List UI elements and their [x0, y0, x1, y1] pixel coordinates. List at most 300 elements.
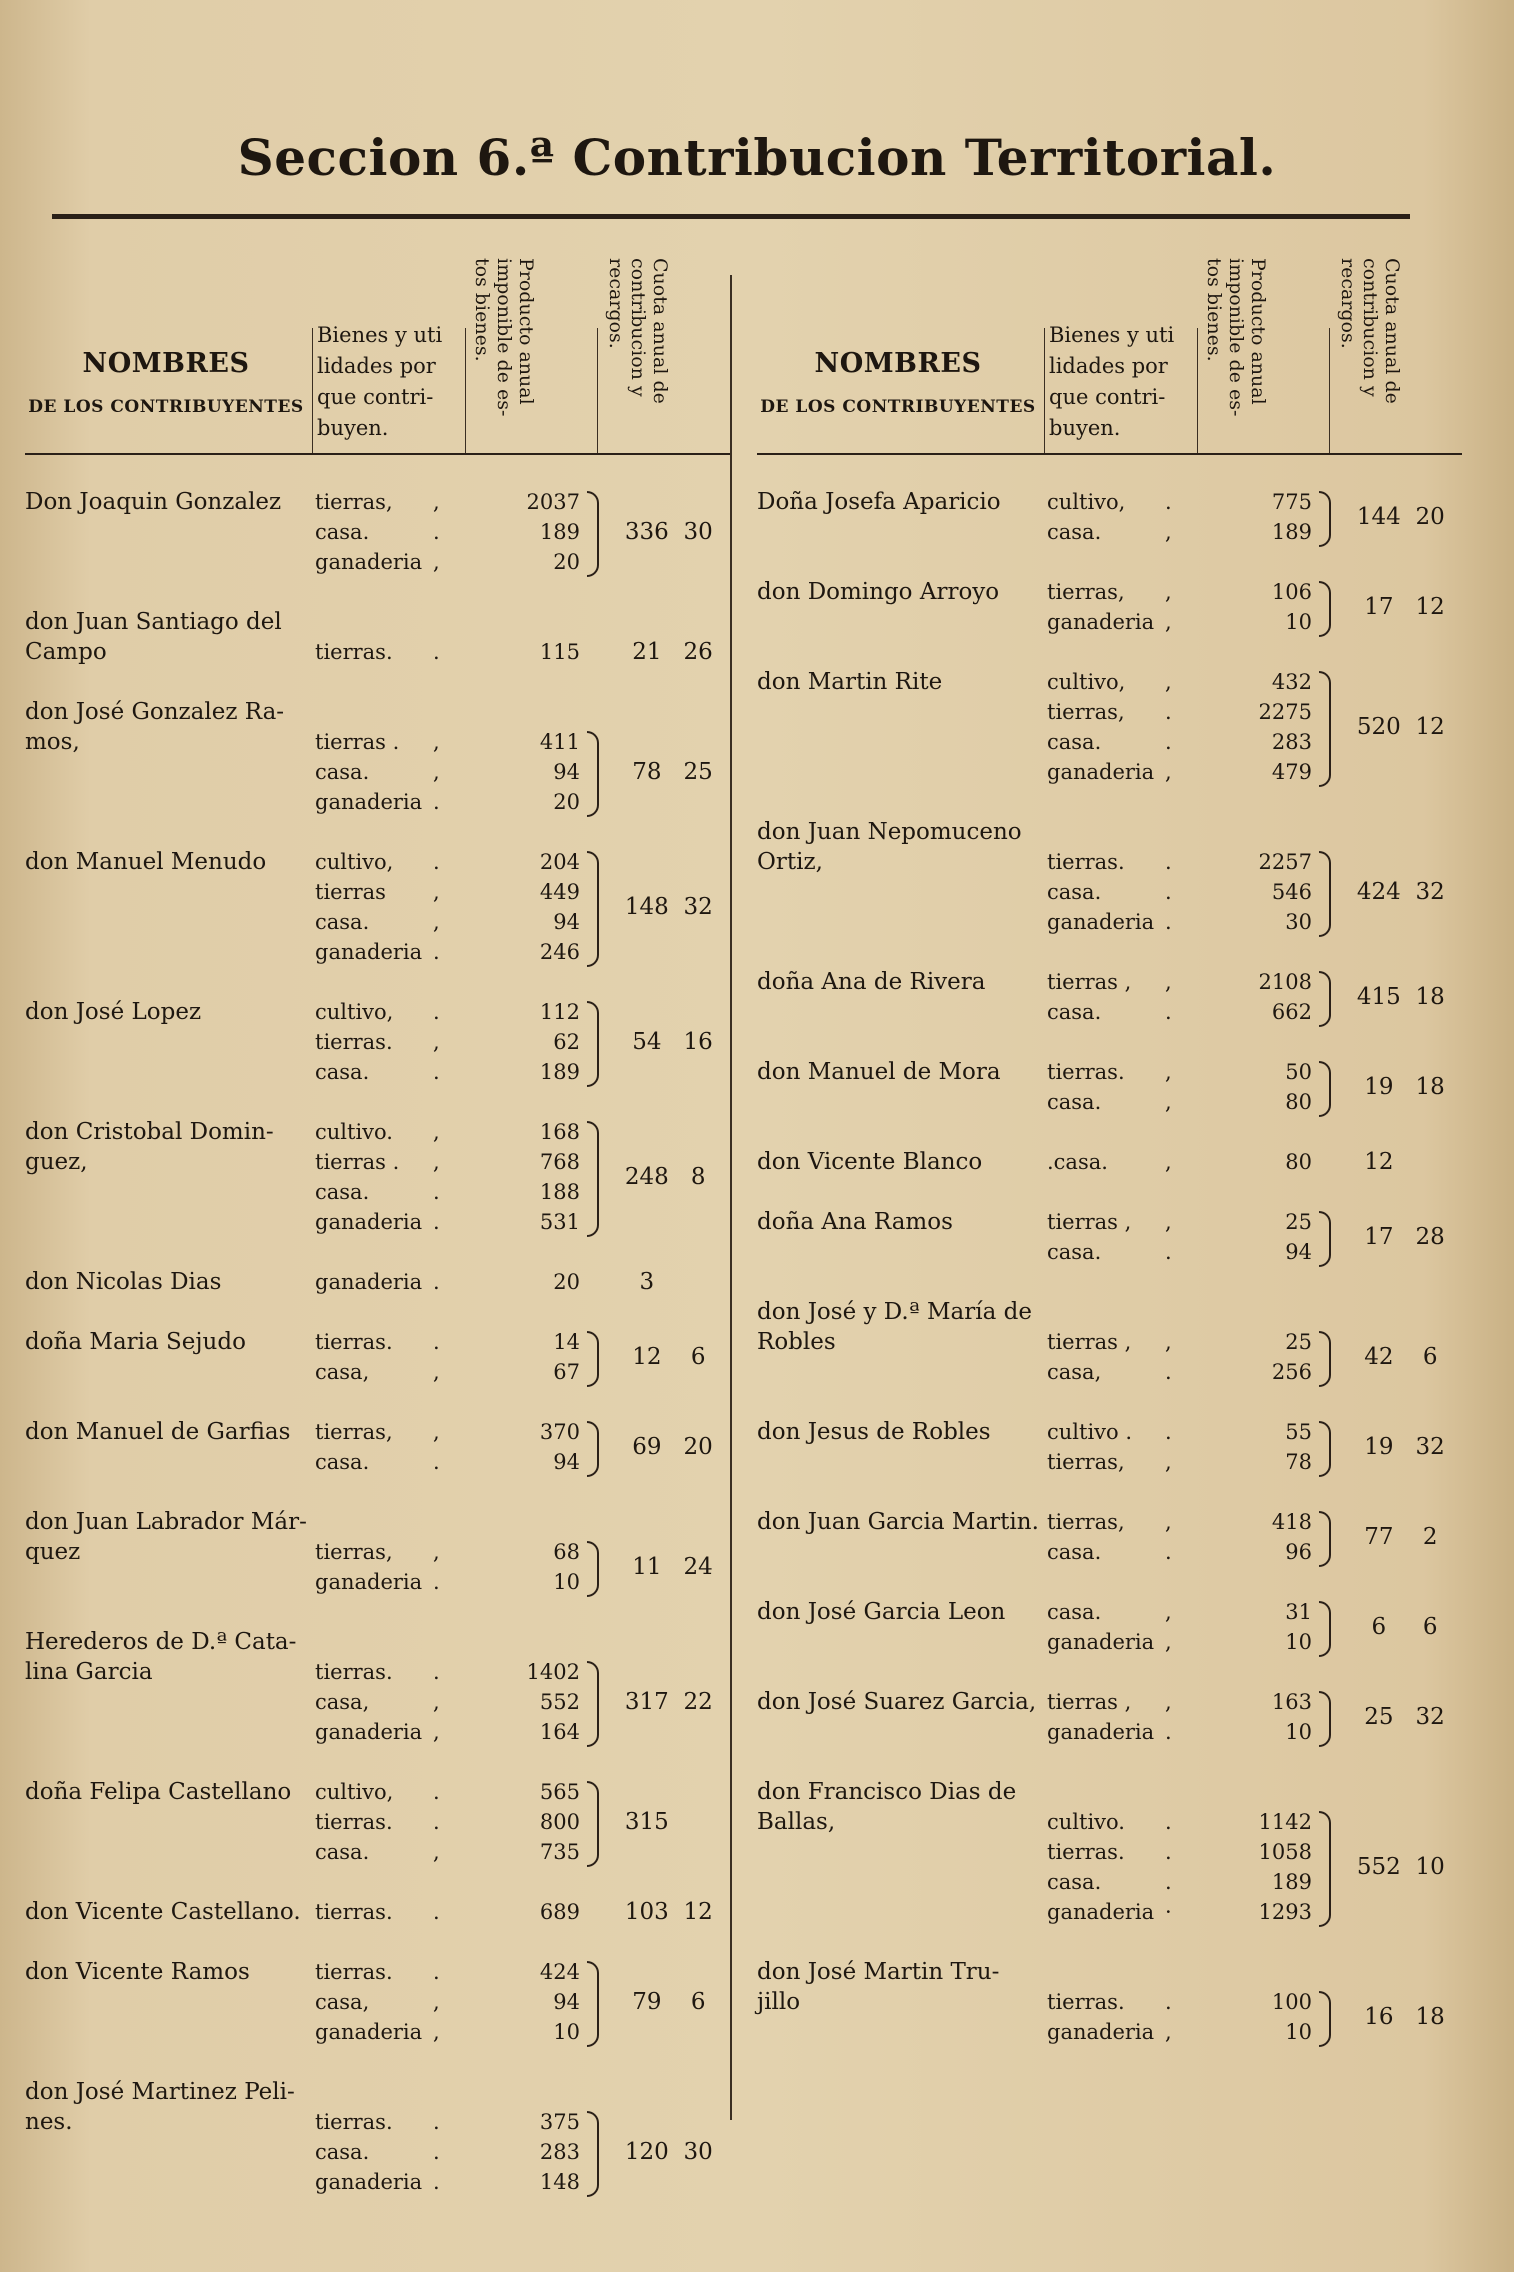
contributor-name [757, 577, 1042, 607]
quota-maravedis: 20 [683, 1434, 713, 1460]
holding-value: 164 [539, 1720, 580, 1744]
contributor-name-line: Ballas, [757, 1809, 836, 1835]
holding-row [315, 487, 730, 517]
holdings [315, 1507, 730, 1597]
holdings [1047, 667, 1462, 787]
contributor-entry [757, 1057, 1462, 1117]
leader-mark: . [1165, 1000, 1172, 1024]
holdings [315, 2077, 730, 2197]
holding-value: 662 [1271, 1000, 1312, 1024]
contributor-name [757, 1687, 1042, 1717]
contributor-name-line: lina Garcia [25, 1659, 153, 1685]
leader-mark: . [433, 1210, 440, 1234]
quota-reales: 12 [1364, 1149, 1394, 1175]
quota-maravedis: 6 [690, 1344, 706, 1370]
contributor-entry [757, 577, 1462, 637]
holdings [1047, 1507, 1462, 1567]
leader-mark: , [433, 1120, 440, 1144]
holding-type: tierras. [1047, 1990, 1125, 2014]
contributor-name [25, 1117, 310, 1177]
leader-mark: . [1165, 730, 1172, 754]
contributor-entry [25, 1267, 730, 1297]
leader-mark: , [1165, 580, 1172, 604]
contributor-entry [25, 487, 730, 577]
quota-reales: 317 [624, 1689, 669, 1715]
holding-value: 10 [553, 1570, 580, 1594]
contributor-name [757, 1777, 1042, 1837]
holding-value: 10 [1285, 1720, 1312, 1744]
leader-mark: , [1165, 1690, 1172, 1714]
quota-maravedis: 18 [1415, 984, 1445, 1010]
holding-type: tierras. [315, 1030, 393, 1054]
nombres-label: NOMBRES [814, 348, 982, 379]
holding-type: ganaderia [315, 1720, 423, 1744]
holding-row [315, 1117, 730, 1147]
contributor-name-line: Campo [25, 639, 107, 665]
holding-row [1047, 667, 1462, 697]
holding-type: tierras [315, 880, 386, 904]
holding-value: 20 [553, 790, 580, 814]
leader-mark: , [1165, 520, 1172, 544]
annual-quota [615, 1687, 730, 1717]
holding-value: 10 [1285, 1630, 1312, 1654]
holding-type: ganaderia [315, 2170, 423, 2194]
holdings [315, 1117, 730, 1237]
contributor-name-line: doña Ana de Rivera [757, 969, 986, 995]
annual-quota [1347, 1072, 1462, 1102]
table-header-right [757, 228, 1462, 455]
contribuyentes-label: DE LOS CONTRIBUYENTES [28, 397, 304, 417]
leader-mark: , [433, 550, 440, 574]
holding-value: 94 [553, 760, 580, 784]
grouping-brace [587, 1781, 599, 1867]
leader-mark: . [433, 940, 440, 964]
holdings [1047, 1297, 1462, 1387]
leader-mark: , [1165, 1630, 1172, 1654]
contributor-name [757, 1057, 1042, 1087]
header-separator [1197, 328, 1198, 453]
leader-mark: , [1165, 1330, 1172, 1354]
leader-mark: . [433, 1780, 440, 1804]
contributor-name-line: don Manuel de Garfias [25, 1419, 291, 1445]
annual-quota [1347, 592, 1462, 622]
leader-mark: . [433, 1660, 440, 1684]
leader-mark: . [433, 1000, 440, 1024]
holding-value: 100 [1271, 1990, 1312, 2014]
quota-reales: 11 [632, 1554, 662, 1580]
contributor-entry [25, 1957, 730, 2047]
contributor-entry [757, 1687, 1462, 1747]
grouping-brace [587, 851, 599, 967]
leader-mark: . [1165, 1840, 1172, 1864]
annual-quota [1347, 982, 1462, 1012]
holding-value: 2275 [1258, 700, 1312, 724]
contributor-name [25, 1327, 310, 1357]
quota-reales: 248 [624, 1164, 669, 1190]
bienes-header [317, 320, 457, 444]
contributor-name-line: don Manuel Menudo [25, 849, 267, 875]
holding-value: 20 [553, 1270, 580, 1294]
holdings [315, 1957, 730, 2047]
leader-mark: . [1165, 700, 1172, 724]
contributor-entry [757, 1207, 1462, 1267]
contributor-name-line: don Juan Labrador Már- [25, 1509, 307, 1535]
annual-quota [615, 2137, 730, 2167]
quota-maravedis: 32 [1415, 1434, 1445, 1460]
page-title: Seccion 6.ª Contribucion Territorial. [237, 128, 1277, 187]
annual-quota [1347, 2002, 1462, 2032]
leader-mark: , [433, 1030, 440, 1054]
grouping-brace [587, 1661, 599, 1747]
holding-row [315, 1207, 730, 1237]
contributor-name-line: guez, [25, 1149, 88, 1175]
holding-value: 2108 [1258, 970, 1312, 994]
quota-reales: 16 [1364, 2004, 1394, 2030]
holding-type: tierras. [1047, 1840, 1125, 1864]
annual-quota [1347, 1342, 1462, 1372]
holding-row [315, 997, 730, 1027]
holding-value: 565 [539, 1780, 580, 1804]
holdings [315, 487, 730, 577]
holding-value: 2037 [526, 490, 580, 514]
contributor-name [25, 847, 310, 877]
annual-quota [615, 1432, 730, 1462]
holding-value: 112 [539, 1000, 580, 1024]
quota-reales: 77 [1364, 1524, 1394, 1550]
holding-value: 246 [539, 940, 580, 964]
contributor-entry [25, 1417, 730, 1477]
holding-type: tierras. [315, 2110, 393, 2134]
grouping-brace [587, 1001, 599, 1087]
holding-value: 800 [539, 1810, 580, 1834]
header-separator [597, 328, 598, 453]
holding-type: ganaderia [1047, 1630, 1155, 1654]
leader-mark: . [433, 1960, 440, 1984]
contributor-entry [757, 1597, 1462, 1657]
header-separator [465, 328, 466, 453]
holding-type: casa. [315, 2140, 370, 2164]
holding-type: cultivo, [1047, 490, 1126, 514]
holdings [1047, 1207, 1462, 1267]
quota-maravedis: 26 [683, 639, 713, 665]
leader-mark: , [1165, 610, 1172, 634]
contributor-name-line: don José y D.ª María de [757, 1299, 1032, 1325]
contributor-name [25, 1627, 310, 1687]
contributor-name-line: don Juan Nepomuceno [757, 819, 1022, 845]
annual-quota [615, 637, 730, 667]
leader-mark: . [433, 2110, 440, 2134]
holding-value: 449 [539, 880, 580, 904]
contributor-name-line: doña Felipa Castellano [25, 1779, 292, 1805]
holding-type: tierras. [315, 640, 393, 664]
quota-maravedis: 24 [683, 1554, 713, 1580]
contributor-name [757, 1957, 1042, 2017]
quota-reales: 78 [632, 759, 662, 785]
contributor-entry [757, 1507, 1462, 1567]
quota-reales: 25 [1364, 1704, 1394, 1730]
holding-type: tierras , [1047, 1330, 1132, 1354]
cuota-header: Cuota anual de contribucion y recargos. [1337, 258, 1403, 404]
holding-type: ganaderia [1047, 1720, 1155, 1744]
holding-type: casa. [1047, 520, 1102, 544]
holding-value: 115 [539, 640, 580, 664]
annual-quota [615, 1342, 730, 1372]
holding-value: 80 [1285, 1150, 1312, 1174]
holding-value: 106 [1271, 580, 1312, 604]
holdings [1047, 1417, 1462, 1477]
holding-type: tierras, [1047, 580, 1125, 604]
holding-value: 768 [539, 1150, 580, 1174]
holding-type: cultivo, [315, 1000, 394, 1024]
contributor-name [757, 967, 1042, 997]
leader-mark: . [1165, 1240, 1172, 1264]
contributor-name [25, 1897, 310, 1927]
holding-type: tierras, [315, 490, 393, 514]
leader-mark: , [1165, 1450, 1172, 1474]
quota-reales: 552 [1356, 1854, 1401, 1880]
holding-type: cultivo. [315, 1120, 393, 1144]
right-column [757, 228, 1462, 2128]
holding-value: 189 [1271, 1870, 1312, 1894]
contributor-name-line: Herederos de D.ª Cata- [25, 1629, 297, 1655]
holdings [315, 1267, 730, 1297]
holdings [1047, 1057, 1462, 1117]
contributor-entry [757, 817, 1462, 937]
holding-type: casa, [315, 1360, 370, 1384]
holding-type: casa. [1047, 1540, 1102, 1564]
annual-quota [615, 1552, 730, 1582]
quota-maravedis: 12 [1415, 714, 1445, 740]
holding-type: casa. [1047, 1090, 1102, 1114]
holding-type: casa. [315, 760, 370, 784]
holding-type: casa, [1047, 1360, 1102, 1384]
contributor-name [757, 667, 1042, 697]
holding-value: 188 [539, 1180, 580, 1204]
header-separator [312, 328, 313, 453]
annual-quota [1347, 1852, 1462, 1882]
bienes-header [1049, 320, 1189, 444]
leader-mark: , [1165, 1060, 1172, 1084]
quota-maravedis: 18 [1415, 2004, 1445, 2030]
leader-mark: . [1165, 880, 1172, 904]
holding-value: 283 [1271, 730, 1312, 754]
quota-maravedis: 10 [1415, 1854, 1445, 1880]
holding-value: 20 [553, 550, 580, 574]
holding-value: 189 [1271, 520, 1312, 544]
leader-mark: . [1165, 1990, 1172, 2014]
holding-type: ganaderia [315, 550, 423, 574]
leader-mark: , [1165, 1600, 1172, 1624]
holding-type: casa. [315, 1840, 370, 1864]
leader-mark: . [433, 1060, 440, 1084]
holding-type: tierras. [315, 1960, 393, 1984]
quota-reales: 120 [624, 2139, 669, 2165]
holding-value: 479 [1271, 760, 1312, 784]
contributor-name [25, 1267, 310, 1297]
holding-type: tierras, [315, 1420, 393, 1444]
leader-mark: . [1165, 1810, 1172, 1834]
annual-quota [615, 757, 730, 787]
holding-type: cultivo, [315, 850, 394, 874]
leader-mark: . [1165, 1720, 1172, 1744]
contributor-entry [25, 1327, 730, 1387]
holding-type: cultivo. [1047, 1810, 1125, 1834]
leader-mark: , [433, 910, 440, 934]
contributor-name [25, 2077, 310, 2137]
leader-mark: . [433, 1180, 440, 1204]
holding-row [1047, 907, 1462, 937]
holding-value: 25 [1285, 1330, 1312, 1354]
quota-reales: 19 [1364, 1434, 1394, 1460]
grouping-brace [587, 1421, 599, 1477]
contributor-name-line: don Juan Garcia Martin. [757, 1509, 1039, 1535]
leader-mark: . [433, 2170, 440, 2194]
holding-type: tierras . [315, 1150, 400, 1174]
grouping-brace [587, 1541, 599, 1597]
leader-mark: , [433, 1540, 440, 1564]
holding-row [315, 2167, 730, 2197]
leader-mark: . [433, 520, 440, 544]
grouping-brace [1319, 581, 1331, 637]
grouping-brace [1319, 1211, 1331, 1267]
leader-mark: . [433, 1570, 440, 1594]
contributor-entry [757, 1957, 1462, 2047]
holding-type: casa. [315, 910, 370, 934]
annual-quota [615, 1897, 730, 1927]
annual-quota [1347, 1522, 1462, 1552]
holding-value: 78 [1285, 1450, 1312, 1474]
contributor-name-line: don Domingo Arroyo [757, 579, 1000, 605]
quota-reales: 54 [632, 1029, 662, 1055]
grouping-brace [587, 491, 599, 577]
bienes-line: lidades por [1049, 354, 1168, 378]
leader-mark: . [433, 640, 440, 664]
contributor-name-line: Robles [757, 1329, 836, 1355]
holding-type: tierras , [1047, 1690, 1132, 1714]
quota-reales: 520 [1356, 714, 1401, 740]
holding-row [315, 1957, 730, 1987]
holding-type: ganaderia [315, 1570, 423, 1594]
quota-maravedis: 6 [1422, 1344, 1438, 1370]
quota-maravedis: 28 [1415, 1224, 1445, 1250]
grouping-brace [1319, 1691, 1331, 1747]
quota-maravedis: 32 [1415, 1704, 1445, 1730]
holding-value: 432 [1271, 670, 1312, 694]
leader-mark: , [433, 1360, 440, 1384]
contributor-name [757, 1297, 1042, 1357]
leader-mark: , [1165, 760, 1172, 784]
holdings [1047, 577, 1462, 637]
holding-value: 55 [1285, 1420, 1312, 1444]
leader-mark: . [433, 850, 440, 874]
title-rule [52, 214, 1410, 219]
annual-quota [1347, 712, 1462, 742]
quota-maravedis: 32 [683, 894, 713, 920]
contributor-entry [25, 1777, 730, 1867]
holding-type: tierras, [1047, 1450, 1125, 1474]
holding-type: tierras , [1047, 1210, 1132, 1234]
holdings [1047, 967, 1462, 1027]
header-separator [1329, 328, 1330, 453]
bienes-line: Bienes y uti [317, 323, 443, 347]
quota-maravedis: 16 [683, 1029, 713, 1055]
leader-mark: , [1165, 1510, 1172, 1534]
leader-mark: , [433, 1690, 440, 1714]
contributor-name-line: don José Gonzalez Ra- [25, 699, 285, 725]
holding-row [1047, 847, 1462, 877]
contributor-name-line: don Francisco Dias de [757, 1779, 1017, 1805]
holdings [1047, 1687, 1462, 1747]
holding-type: casa, [315, 1990, 370, 2014]
holding-value: 370 [539, 1420, 580, 1444]
entries-left [25, 487, 730, 2197]
leader-mark: , [1165, 2020, 1172, 2044]
contributor-name-line: don Nicolas Dias [25, 1269, 222, 1295]
quota-maravedis: 18 [1415, 1074, 1445, 1100]
holdings [1047, 1597, 1462, 1657]
contributor-name [25, 607, 310, 667]
contributor-name [25, 997, 310, 1027]
holding-type: casa. [315, 1450, 370, 1474]
quota-reales: 336 [624, 519, 669, 545]
leader-mark: , [433, 1150, 440, 1174]
contributor-name [757, 1507, 1042, 1537]
leader-mark: , [433, 1840, 440, 1864]
grouping-brace [587, 1961, 599, 2047]
holding-row [1047, 1807, 1462, 1837]
leader-mark: . [433, 1330, 440, 1354]
holding-value: 189 [539, 520, 580, 544]
holding-type: ganaderia [315, 1270, 423, 1294]
holding-value: 94 [553, 1990, 580, 2014]
holdings [315, 1777, 730, 1867]
holdings [315, 697, 730, 817]
producto-header: Producto anual imponible de es- tos bienes. [1203, 258, 1269, 417]
leader-mark: , [433, 1420, 440, 1444]
contributor-name-line: don Cristobal Domin- [25, 1119, 274, 1145]
annual-quota [1347, 1702, 1462, 1732]
grouping-brace [1319, 1601, 1331, 1657]
leader-mark: , [1165, 670, 1172, 694]
quota-maravedis: 32 [1415, 879, 1445, 905]
contributor-entry [25, 2077, 730, 2197]
holding-type: tierras. [1047, 1060, 1125, 1084]
holding-value: 94 [553, 1450, 580, 1474]
contributor-name [25, 1507, 310, 1567]
contributor-entry [757, 1297, 1462, 1387]
holding-value: 189 [539, 1060, 580, 1084]
contributor-name [757, 1597, 1042, 1627]
leader-mark: . [1165, 490, 1172, 514]
holding-value: 96 [1285, 1540, 1312, 1564]
holding-value: 689 [539, 1900, 580, 1924]
holding-value: 735 [539, 1840, 580, 1864]
leader-mark: , [433, 730, 440, 754]
holding-value: 375 [539, 2110, 580, 2134]
contributor-name-line: nes. [25, 2109, 73, 2135]
annual-quota [1347, 1612, 1462, 1642]
leader-mark: , [433, 2020, 440, 2044]
contributor-name-line: Ortiz, [757, 849, 823, 875]
holding-row [1047, 757, 1462, 787]
leader-mark: . [1165, 1870, 1172, 1894]
contributor-name-line: don José Martin Tru- [757, 1959, 1000, 1985]
holdings [1047, 487, 1462, 547]
holding-value: 30 [1285, 910, 1312, 934]
holding-value: 168 [539, 1120, 580, 1144]
bienes-line: que contri- [317, 385, 434, 409]
grouping-brace [1319, 1811, 1331, 1927]
